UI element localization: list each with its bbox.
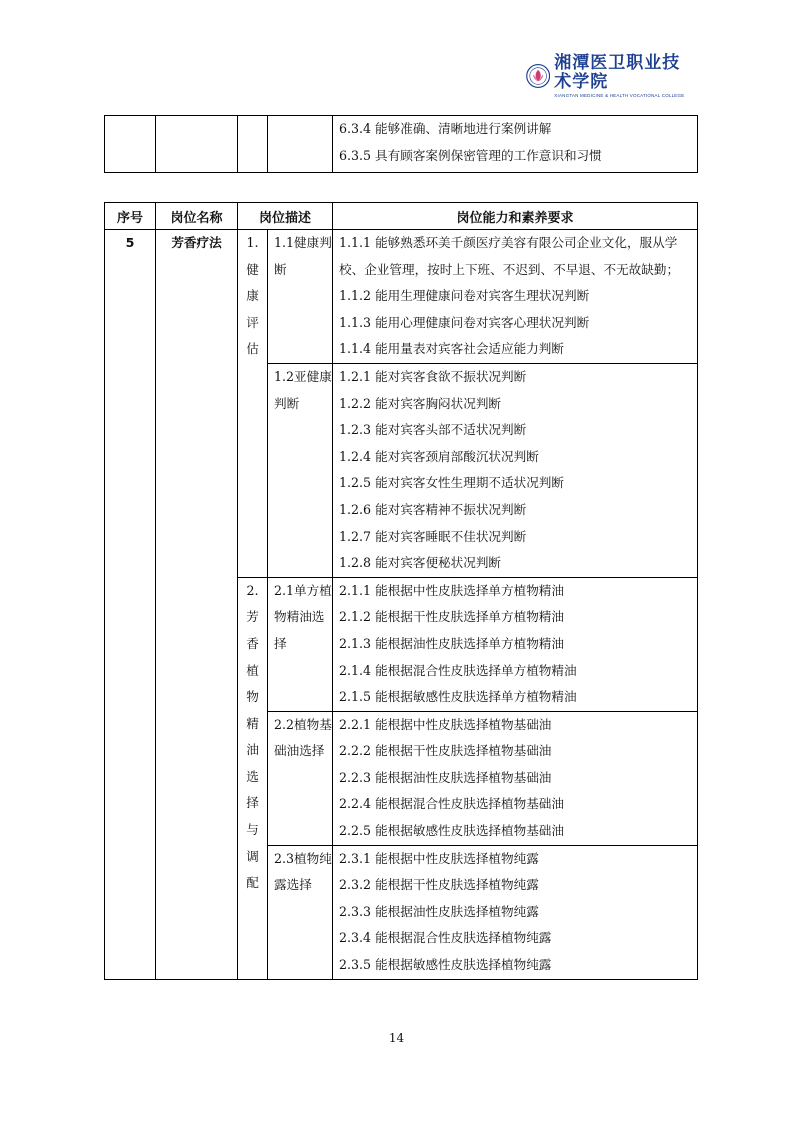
- requirement-item: 1.2.4 能对宾客颈肩部酸沉状况判断: [339, 448, 539, 464]
- requirements-cell: [333, 363, 698, 577]
- requirement-item: 6.3.4 能够准确、清晰地进行案例讲解: [339, 121, 552, 136]
- table-row: [105, 230, 698, 364]
- requirement-item: 2.2.5 能根据敏感性皮肤选择植物基础油: [339, 823, 564, 839]
- requirement-item: 1.2.7 能对宾客睡眠不佳状况判断: [339, 528, 527, 544]
- requirement-item: 2.3.5 能根据敏感性皮肤选择植物纯露: [339, 957, 552, 973]
- requirement-item: 6.3.5 具有顾客案例保密管理的工作意识和习惯: [339, 147, 602, 163]
- requirement-item: 1.2.8 能对宾客便秘状况判断: [339, 555, 502, 571]
- requirement-item: 2.3.2 能根据干性皮肤选择植物纯露: [339, 877, 539, 893]
- sub-category-label: 2.1单方植物精油选择: [268, 577, 333, 711]
- empty-cell: [105, 116, 156, 173]
- requirement-item: 2.2.3 能根据油性皮肤选择植物基础油: [339, 769, 552, 785]
- category-label: 2. 芳 香 植 物 精 油 选 择 与 调 配: [238, 577, 268, 979]
- requirement-item: 1.1.4 能用量表对宾客社会适应能力判断: [339, 341, 564, 357]
- page-number: 14: [388, 1031, 405, 1045]
- requirement-item: 2.1.1 能根据中性皮肤选择单方植物精油: [339, 582, 564, 598]
- category-label: 1. 健 康 评 估: [238, 230, 268, 578]
- requirement-item: 1.2.6 能对宾客精神不振状况判断: [339, 501, 527, 517]
- requirement-item: 1.1.1 能够熟悉环美千颜医疗美容有限公司企业文化，服从学校、企业管理，按时上下班、不迟到、不早退、不无故缺勤；: [339, 235, 680, 277]
- requirement-item: 2.1.3 能根据油性皮肤选择单方植物精油: [339, 635, 564, 651]
- continuation-table: [104, 115, 698, 173]
- skills-table: [104, 202, 698, 980]
- empty-cell: [156, 116, 238, 173]
- requirement-item: 2.2.1 能根据中性皮肤选择植物基础油: [339, 716, 552, 732]
- requirement-item: 2.1.2 能根据干性皮肤选择单方植物精油: [339, 609, 564, 625]
- school-name-en: XIANGTAN MEDICINE & HEALTH VOCATIONAL COLLEGE: [554, 92, 685, 98]
- requirement-item: 2.2.2 能根据干性皮肤选择植物基础油: [339, 743, 552, 759]
- empty-cell: [238, 116, 268, 173]
- header-requirements: 岗位能力和素养要求: [333, 203, 698, 230]
- position-name: 芳香疗法: [156, 230, 238, 980]
- header-description: 岗位描述: [238, 203, 333, 230]
- table-row: [105, 116, 698, 173]
- row-number: 5: [105, 230, 156, 980]
- college-emblem-icon: [526, 60, 550, 92]
- requirement-item: 2.3.4 能根据混合性皮肤选择植物纯露: [339, 930, 552, 946]
- header-number: 序号: [105, 203, 156, 230]
- requirements-cell: [333, 711, 698, 845]
- requirement-item: 1.1.3 能用心理健康问卷对宾客心理状况判断: [339, 314, 590, 330]
- sub-category-label: 2.2植物基础油选择: [268, 711, 333, 845]
- requirement-item: 1.2.5 能对宾客女性生理期不适状况判断: [339, 475, 564, 491]
- requirement-item: 2.2.4 能根据混合性皮肤选择植物基础油: [339, 796, 564, 812]
- requirement-item: 1.2.1 能对宾客食欲不振状况判断: [339, 368, 527, 384]
- empty-cell: [268, 116, 333, 173]
- requirements-cell: [333, 230, 698, 364]
- requirement-item: 1.2.3 能对宾客头部不适状况判断: [339, 422, 527, 438]
- requirement-item: 1.2.2 能对宾客胸闷状况判断: [339, 395, 502, 411]
- school-name-cn: 湘潭医卫职业技术学院: [554, 52, 681, 92]
- sub-category-label: 2.3植物纯露选择: [268, 845, 333, 979]
- requirement-item: 2.3.3 能根据油性皮肤选择植物纯露: [339, 903, 539, 919]
- requirements-cell: [333, 577, 698, 711]
- requirements-cell: [333, 116, 698, 173]
- header-position: 岗位名称: [156, 203, 238, 230]
- sub-category-label: 1.2亚健康判断: [268, 363, 333, 577]
- requirement-item: 2.3.1 能根据中性皮肤选择植物纯露: [339, 850, 539, 866]
- requirement-item: 2.1.5 能根据敏感性皮肤选择单方植物精油: [339, 689, 577, 705]
- header-logo: [526, 52, 691, 98]
- requirement-item: 1.1.2 能用生理健康问卷对宾客生理状况判断: [339, 288, 590, 304]
- requirement-item: 2.1.4 能根据混合性皮肤选择单方植物精油: [339, 662, 577, 678]
- sub-category-label: 1.1健康判断: [268, 230, 333, 364]
- table-header-row: [105, 203, 698, 230]
- requirements-cell: [333, 845, 698, 979]
